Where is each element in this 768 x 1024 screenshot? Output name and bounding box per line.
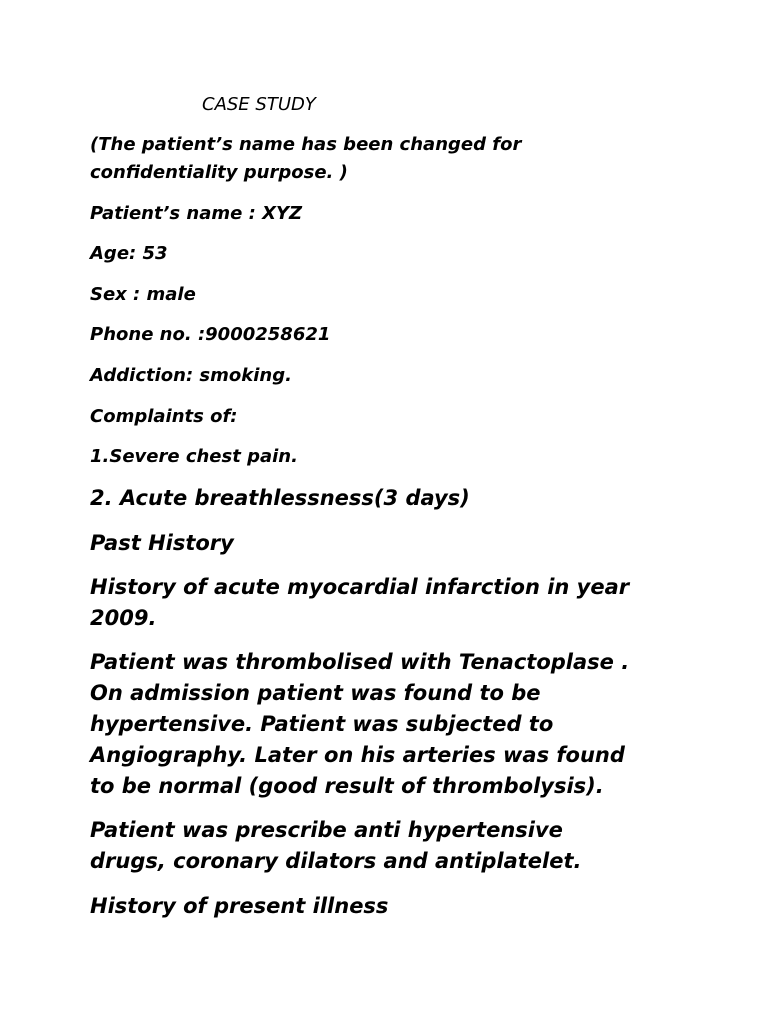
past-history-paragraph-3 — [90, 815, 710, 877]
past-history-1-line-2: 2009. — [90, 606, 157, 630]
past-history-2-line-2: On admission patient was found to be — [90, 681, 541, 705]
past-history-2-line-1: Patient was thrombolised with Tenactoplase . — [90, 650, 630, 674]
past-history-1-line-1: History of acute myocardial infarction in year — [90, 575, 630, 599]
patient-name: Patient’s name : XYZ — [90, 203, 303, 224]
confidentiality-note-line-2: confidentiality purpose. ) — [90, 162, 348, 183]
past-history-paragraph-2 — [90, 647, 710, 802]
past-history-2-line-5: to be normal (good result of thrombolysis). — [90, 774, 604, 798]
past-history-3-line-1: Patient was prescribe anti hypertensive — [90, 818, 563, 842]
patient-phone: Phone no. :9000258621 — [90, 324, 331, 345]
past-history-heading: Past History — [90, 531, 234, 555]
past-history-3-line-2: drugs, coronary dilators and antiplatelet. — [90, 849, 582, 873]
past-history-2-line-3: hypertensive. Patient was subjected to — [90, 712, 554, 736]
confidentiality-note — [90, 131, 710, 187]
complaint-item-2: 2. Acute breathlessness(3 days) — [90, 486, 470, 510]
document-title: CASE STUDY — [202, 94, 316, 115]
present-illness-heading: History of present illness — [90, 894, 389, 918]
past-history-2-line-4: Angiography. Later on his arteries was found — [90, 743, 625, 767]
past-history-paragraph-1 — [90, 572, 710, 634]
complaints-heading: Complaints of: — [90, 406, 238, 427]
complaint-item-1: 1.Severe chest pain. — [90, 446, 298, 467]
patient-sex: Sex : male — [90, 284, 196, 305]
confidentiality-note-line-1: (The patient’s name has been changed for — [90, 134, 522, 155]
patient-age: Age: 53 — [90, 243, 168, 264]
patient-addiction: Addiction: smoking. — [90, 365, 292, 386]
